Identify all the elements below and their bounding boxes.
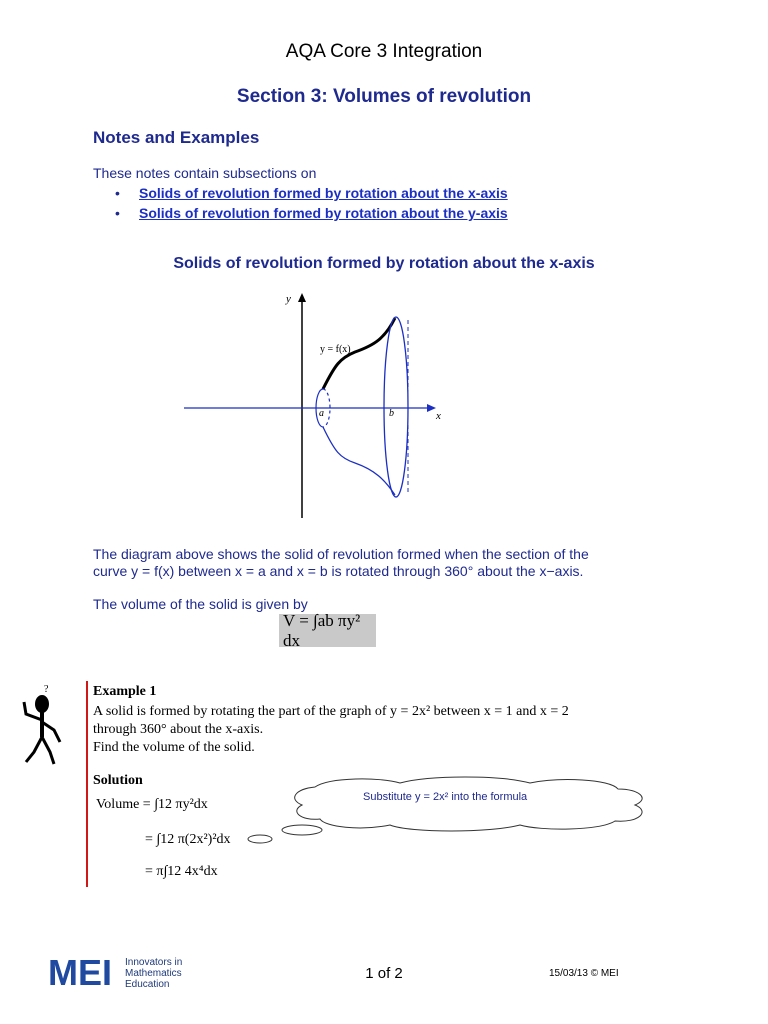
x-axis-label: x — [436, 410, 441, 422]
solution-step-3: = π∫12 4x⁴dx — [145, 864, 218, 879]
list-item — [115, 204, 508, 224]
page-title: AQA Core 3 Integration — [285, 41, 483, 62]
notes-heading: Notes and Examples — [93, 128, 260, 147]
bullet-icon: • — [115, 185, 120, 201]
solution-step-1: Volume = ∫12 πy²dx — [96, 797, 208, 812]
solution-title: Solution — [93, 773, 143, 788]
y-axis-arrow — [298, 293, 306, 302]
description-line-1: The diagram above shows the solid of revolution formed when the section of the — [93, 546, 589, 562]
footer-date: 15/03/13 © MEI — [549, 968, 619, 979]
intro-text: These notes contain subsections on — [93, 165, 317, 181]
revolution-diagram — [180, 290, 450, 525]
curve-label: y = f(x) — [320, 344, 351, 355]
subsection-link-x-axis[interactable]: Solids of revolution formed by rotation about the x-axis — [139, 185, 508, 201]
list-item — [115, 184, 508, 204]
mei-tagline: Innovators in Mathematics Education — [125, 957, 183, 990]
example-line-1: A solid is formed by rotating the part of the graph of y = 2x² between x = 1 and x = 2 — [93, 704, 569, 719]
ellipse-b — [384, 317, 408, 497]
cloud-text: Substitute y = 2x² into the formula — [363, 791, 528, 803]
volume-formula: V = ∫ab πy² dx — [279, 614, 376, 647]
volume-intro: The volume of the solid is given by — [93, 596, 308, 612]
example-line-3: Find the volume of the solid. — [93, 740, 255, 755]
page-number: 1 of 2 — [365, 965, 403, 982]
subsection-link-y-axis[interactable]: Solids of revolution formed by rotation about the y-axis — [139, 205, 508, 221]
y-axis-label: y — [286, 293, 291, 305]
svg-text:?: ? — [44, 684, 49, 695]
a-label: a — [319, 408, 324, 419]
thought-cloud — [240, 775, 670, 850]
solution-step-2: = ∫12 π(2x²)²dx — [145, 832, 231, 847]
svg-text:MEI: MEI — [48, 955, 113, 987]
description-paragraph — [93, 546, 673, 580]
x-axis-arrow — [427, 404, 436, 412]
description-line-2: curve y = f(x) between x = a and x = b is rotated through 360° about the x−axis. — [93, 563, 584, 579]
thinking-person-icon — [16, 682, 66, 768]
subsection-list — [115, 184, 508, 224]
example-title: Example 1 — [93, 684, 157, 699]
example-line-2: through 360° about the x-axis. — [93, 722, 264, 737]
example-body — [93, 703, 653, 757]
bullet-icon: • — [115, 205, 120, 221]
section-title: Section 3: Volumes of revolution — [236, 86, 532, 107]
subsection-heading: Solids of revolution formed by rotation about the x-axis — [173, 255, 595, 272]
example-margin-line — [86, 681, 88, 887]
b-label: b — [389, 408, 394, 419]
